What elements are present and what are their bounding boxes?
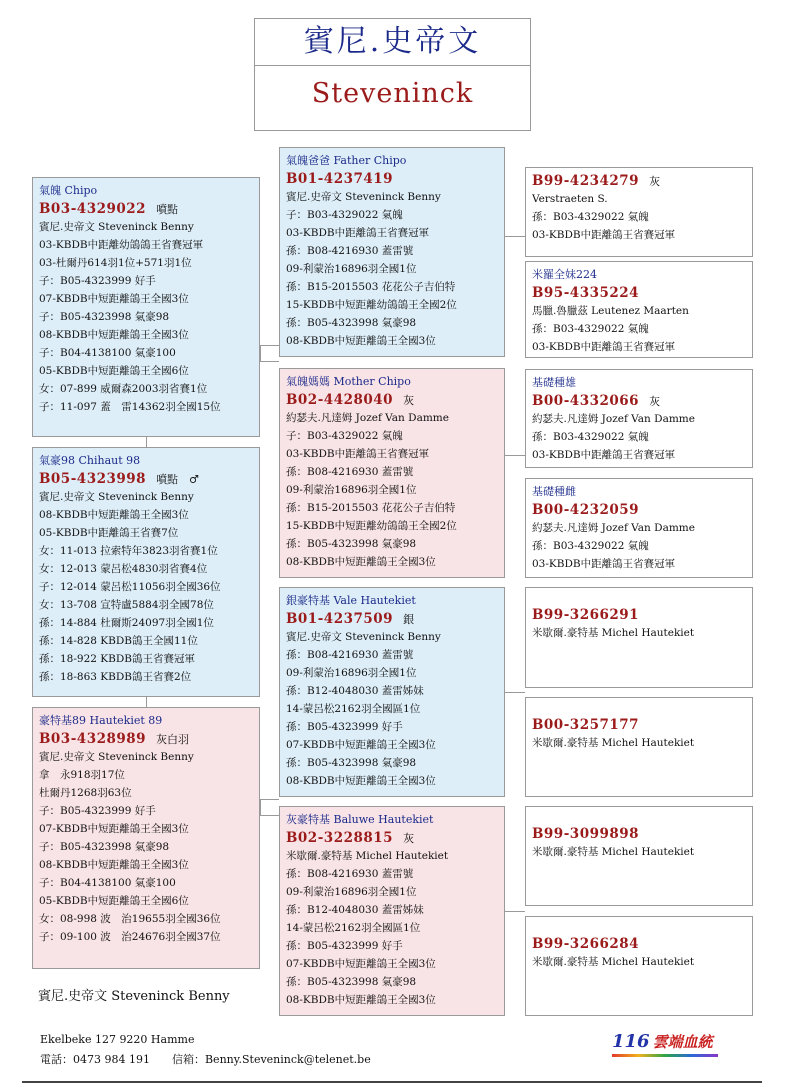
- pigeon-card-sire-sire: 氣魄爸爸 Father Chipo B01-4237419 賓尼.史帝文 Steveninck Benny 子：B03-4329022 氣魄 03-KBDB中距離鴿王省賽冠軍 孫：B08-4216930 蓋雷號 09-利蒙治16896羽全國1位 孫：B15-2015503 花花公子吉伯特 15-KBDB中短距離幼鴿鴿王全國2位 孫：B05-4323998 氣豪98 08-KBDB中短距離鴿王全國3位: [279, 147, 505, 357]
- ring-number: B02-4428040: [286, 392, 394, 408]
- connector: [505, 692, 525, 693]
- pigeon-card-ggs-3: B99-3266291 米歇爾.豪特基 Michel Hautekiet: [525, 587, 753, 688]
- breeder-name: 賓尼.史帝文 Steveninck Benny: [38, 989, 230, 1004]
- connector: [260, 345, 279, 346]
- pigeon-card-dam-sire: 銀豪特基 Vale Hautekiet B01-4237509 銀 賓尼.史帝文 Steveninck Benny 孫：B08-4216930 蓋雷號 09-利蒙治16896羽全國1位 孫：B12-4048030 蓋雷姊妹 14-蒙呂松2162羽全國區1位 孫：B05-4323999 好手 07-KBDB中短距離鴿王全國3位 孫：B05-4323998 氣豪98 08-KBDB中短距離鴿王全國3位: [279, 587, 505, 797]
- pigeon-card-sire: 氣魄 Chipo B03-4329022 噴點 賓尼.史帝文 Steveninck Benny 03-KBDB中距離幼鴿鴿王省賽冠軍 03-杜爾丹614羽1位+571羽1位 子：B05-4323999 好手 07-KBDB中短距離鴿王全國3位 子：B05-4323998 氣豪98 08-KBDB中短距離鴿王全國3位 子：B04-4138100 氣豪100 05-KBDB中短距離鴿王全國6位 女：07-899 威爾森2003羽省賽1位 子：11-097 蓋 雷14362羽全國15位: [32, 177, 260, 437]
- connector: [260, 361, 279, 362]
- pigeon-card-dam: 豪特基89 Hautekiet 89 B03-4328989 灰白羽 賓尼.史帝文 Steveninck Benny 拿 永918羽17位 杜爾丹1268羽63位 子：B05-4323999 好手 07-KBDB中短距離鴿王全國3位 子：B05-4323998 氣豪98 08-KBDB中短距離鴿王全國3位 子：B04-4138100 氣豪100 05-KBDB中短距離鴿王全國6位 女：08-998 波 治19655羽全國36位 子：09-100 波 治24676羽全國37位: [32, 707, 260, 969]
- ring-number: B95-4335224: [532, 285, 640, 301]
- logo-underline: [612, 1054, 718, 1057]
- pigeon-card-ggd-2: 基礎種雌 B00-4232059 約瑟夫.凡達姆 Jozef Van Damme 孫：B03-4329022 氣魄 03-KBDB中距離鴿王省賽冠軍: [525, 478, 753, 578]
- bottom-divider: [22, 1081, 762, 1083]
- pigeon-card-ggd-4: B99-3266284 米歇爾.豪特基 Michel Hautekiet: [525, 916, 753, 1016]
- ring-number: B01-4237509: [286, 611, 394, 627]
- connector: [505, 455, 525, 456]
- pigeon-card-ggs-4: B99-3099898 米歇爾.豪特基 Michel Hautekiet: [525, 806, 753, 906]
- ring-number: B02-3228815: [286, 830, 394, 846]
- pigeon-card-sire-dam: 氣魄媽媽 Mother Chipo B02-4428040 灰 約瑟夫.凡達姆 Jozef Van Damme 子：B03-4329022 氣魄 03-KBDB中距離鴿王省賽冠軍 孫：B08-4216930 蓋雷號 09-利蒙治16896羽全國1位 孫：B15-2015503 花花公子吉伯特 15-KBDB中短距離幼鴿鴿王全國2位 孫：B05-4323998 氣豪98 08-KBDB中短距離鴿王全國3位: [279, 368, 505, 578]
- title-box: [254, 18, 531, 131]
- cloud-pedigree-logo: 116 雲端血統: [612, 1031, 713, 1052]
- ring-number: B05-4323998: [39, 471, 147, 487]
- connector: [505, 911, 525, 912]
- ring-number: B03-4328989: [39, 731, 147, 747]
- ring-number: B00-3257177: [532, 717, 640, 733]
- connector: [260, 799, 261, 816]
- pigeon-card-ggs-2: 基礎種雄 B00-4332066 灰 約瑟夫.凡達姆 Jozef Van Damme 孫：B03-4329022 氣魄 03-KBDB中距離鴿王省賽冠軍: [525, 369, 753, 468]
- ring-number: B99-3266291: [532, 607, 640, 623]
- connector: [505, 236, 525, 237]
- pigeon-card-ggd-3: B00-3257177 米歇爾.豪特基 Michel Hautekiet: [525, 697, 753, 797]
- footer-address: Ekelbeke 127 9220 Hamme: [40, 1033, 195, 1046]
- pigeon-card-ggs-1: B99-4234279 灰 Verstraeten S. 孫：B03-4329022 氣魄 03-KBDB中距離鴿王省賽冠軍: [525, 167, 753, 257]
- connector: [260, 799, 279, 800]
- pigeon-card-ggd-1: 米羅全妹224 B95-4335224 馬臘.魯臘茲 Leutenez Maarten 孫：B03-4329022 氣魄 03-KBDB中距離鴿王省賽冠軍: [525, 261, 753, 358]
- ring-number: B99-4234279: [532, 173, 640, 189]
- ring-number: B01-4237419: [286, 171, 394, 187]
- title-chinese: 賓尼.史帝文: [255, 19, 530, 66]
- title-english: Steveninck: [311, 78, 474, 109]
- ring-number: B99-3099898: [532, 826, 640, 842]
- footer-contact: 電話：0473 984 191 信箱：Benny.Steveninck@telenet.be: [40, 1053, 371, 1066]
- ring-number: B00-4232059: [532, 502, 640, 518]
- connector: [260, 345, 261, 362]
- connector: [260, 815, 279, 816]
- ring-number: B99-3266284: [532, 936, 640, 952]
- connector: [146, 697, 147, 707]
- pigeon-card-dam-dam: 灰豪特基 Baluwe Hautekiet B02-3228815 灰 米歇爾.豪特基 Michel Hautekiet 孫：B08-4216930 蓋雷號 09-利蒙治16896羽全國1位 孫：B12-4048030 蓋雷姊妹 14-蒙呂松2162羽全國區1位 孫：B05-4323999 好手 07-KBDB中短距離鴿王全國3位 孫：B05-4323998 氣豪98 08-KBDB中短距離鴿王全國3位: [279, 806, 505, 1016]
- ring-number: B03-4329022: [39, 201, 147, 217]
- connector: [146, 437, 147, 447]
- pigeon-card-subject: 氣豪98 Chihaut 98 B05-4323998 噴點 ♂ 賓尼.史帝文 Steveninck Benny 08-KBDB中短距離鴿王全國3位 05-KBDB中距離鴿王省賽7位 女：11-013 拉索特年3823羽省賽1位 女：12-013 蒙呂松4830羽省賽4位 子：12-014 蒙呂松11056羽全國36位 女：13-708 宣特盧5884羽全國78位 孫：14-884 杜爾斯24097羽全國1位 孫：14-828 KBDB鴿王全國11位 孫：18-922 KBDB鴿王省賽冠軍 孫：18-863 KBDB鴿王省賽2位: [32, 447, 260, 697]
- ring-number: B00-4332066: [532, 393, 640, 409]
